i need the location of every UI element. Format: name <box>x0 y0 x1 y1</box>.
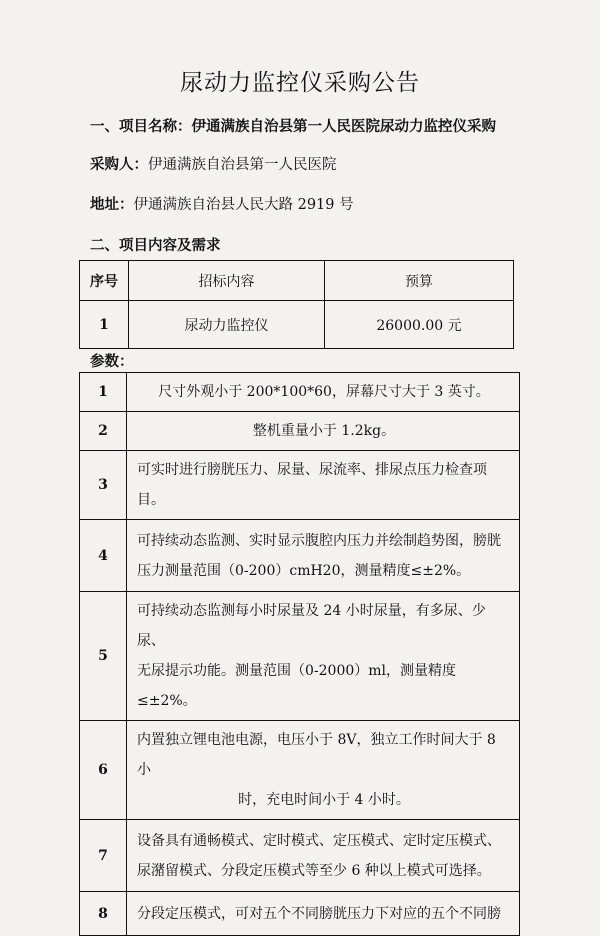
table-row <box>80 721 520 820</box>
param-line: 设备具有通畅模式、定时模式、定压模式、定时定压模式、 <box>137 832 501 849</box>
param-no: 5 <box>80 592 127 721</box>
param-line: 可实时进行膀胱压力、尿量、尿流率、排尿点压力检查项目。 <box>137 462 487 508</box>
param-line: 可持续动态监测每小时尿量及 24 小时尿量，有多尿、少尿、 <box>137 603 486 649</box>
summary-cell-no: 1 <box>80 301 129 349</box>
param-line: 可持续动态监测、实时显示腹腔内压力并绘制趋势图，膀胱 <box>137 532 501 549</box>
param-no: 2 <box>80 412 127 451</box>
project-name-line <box>90 115 496 136</box>
param-no: 6 <box>80 721 127 820</box>
table-row <box>80 592 520 721</box>
param-line: 内置独立锂电池电源，电压小于 8V，独立工作时间大于 8 小 <box>137 732 496 778</box>
param-no: 1 <box>80 373 127 412</box>
param-text <box>127 892 520 936</box>
table-row <box>80 451 520 520</box>
project-name: 伊通满族自治县第一人民医院尿动力监控仪采购 <box>191 118 496 135</box>
params-table <box>79 372 520 936</box>
table-row <box>80 520 520 592</box>
table-row <box>80 412 520 451</box>
param-no: 4 <box>80 520 127 592</box>
summary-header-row <box>80 261 514 301</box>
param-text <box>127 592 520 721</box>
param-text <box>127 451 520 520</box>
table-row <box>80 820 520 892</box>
summary-header-budget: 预算 <box>325 261 514 301</box>
param-no: 7 <box>80 820 127 892</box>
summary-cell-budget: 26000.00 元 <box>325 301 514 349</box>
section2-heading: 二、项目内容及需求 <box>90 237 221 254</box>
purchaser-line <box>90 153 337 174</box>
summary-header-no: 序号 <box>80 261 129 301</box>
param-line: 整机重量小于 1.2kg。 <box>252 423 396 439</box>
param-no: 8 <box>80 892 127 936</box>
summary-table <box>79 260 514 349</box>
param-line: 无尿提示功能。测量范围（0-2000）ml，测量精度≤±2%。 <box>137 663 457 709</box>
param-no: 3 <box>80 451 127 520</box>
param-text <box>127 373 520 412</box>
params-label: 参数： <box>90 353 134 370</box>
table-row <box>80 373 520 412</box>
param-line: 时，充电时间小于 4 小时。 <box>238 792 410 808</box>
table-row <box>80 301 514 349</box>
address-line <box>90 193 354 214</box>
param-line: 压力测量范围（0-200）cmH20，测量精度≤±2%。 <box>137 562 471 579</box>
param-text <box>127 412 520 451</box>
param-line: 尿潴留模式、分段定压模式等至少 6 种以上模式可选择。 <box>137 862 491 879</box>
table-row <box>80 892 520 936</box>
address-label: 地址： <box>90 196 134 213</box>
param-text <box>127 721 520 820</box>
param-text <box>127 820 520 892</box>
param-text <box>127 520 520 592</box>
purchaser-label: 采购人： <box>90 156 148 173</box>
document-title: 尿动力监控仪采购公告 <box>180 70 420 96</box>
param-line: 分段定压模式，可对五个不同膀胱压力下对应的五个不同膀 <box>137 905 501 922</box>
summary-cell-content: 尿动力监控仪 <box>129 301 325 349</box>
summary-header-content: 招标内容 <box>129 261 325 301</box>
section1-heading: 一、项目名称： <box>90 118 192 135</box>
purchaser-value: 伊通满族自治县第一人民医院 <box>148 157 337 173</box>
param-line: 尺寸外观小于 200*100*60，屏幕尺寸大于 3 英寸。 <box>158 384 490 400</box>
address-value: 伊通满族自治县人民大路 2919 号 <box>133 197 354 213</box>
